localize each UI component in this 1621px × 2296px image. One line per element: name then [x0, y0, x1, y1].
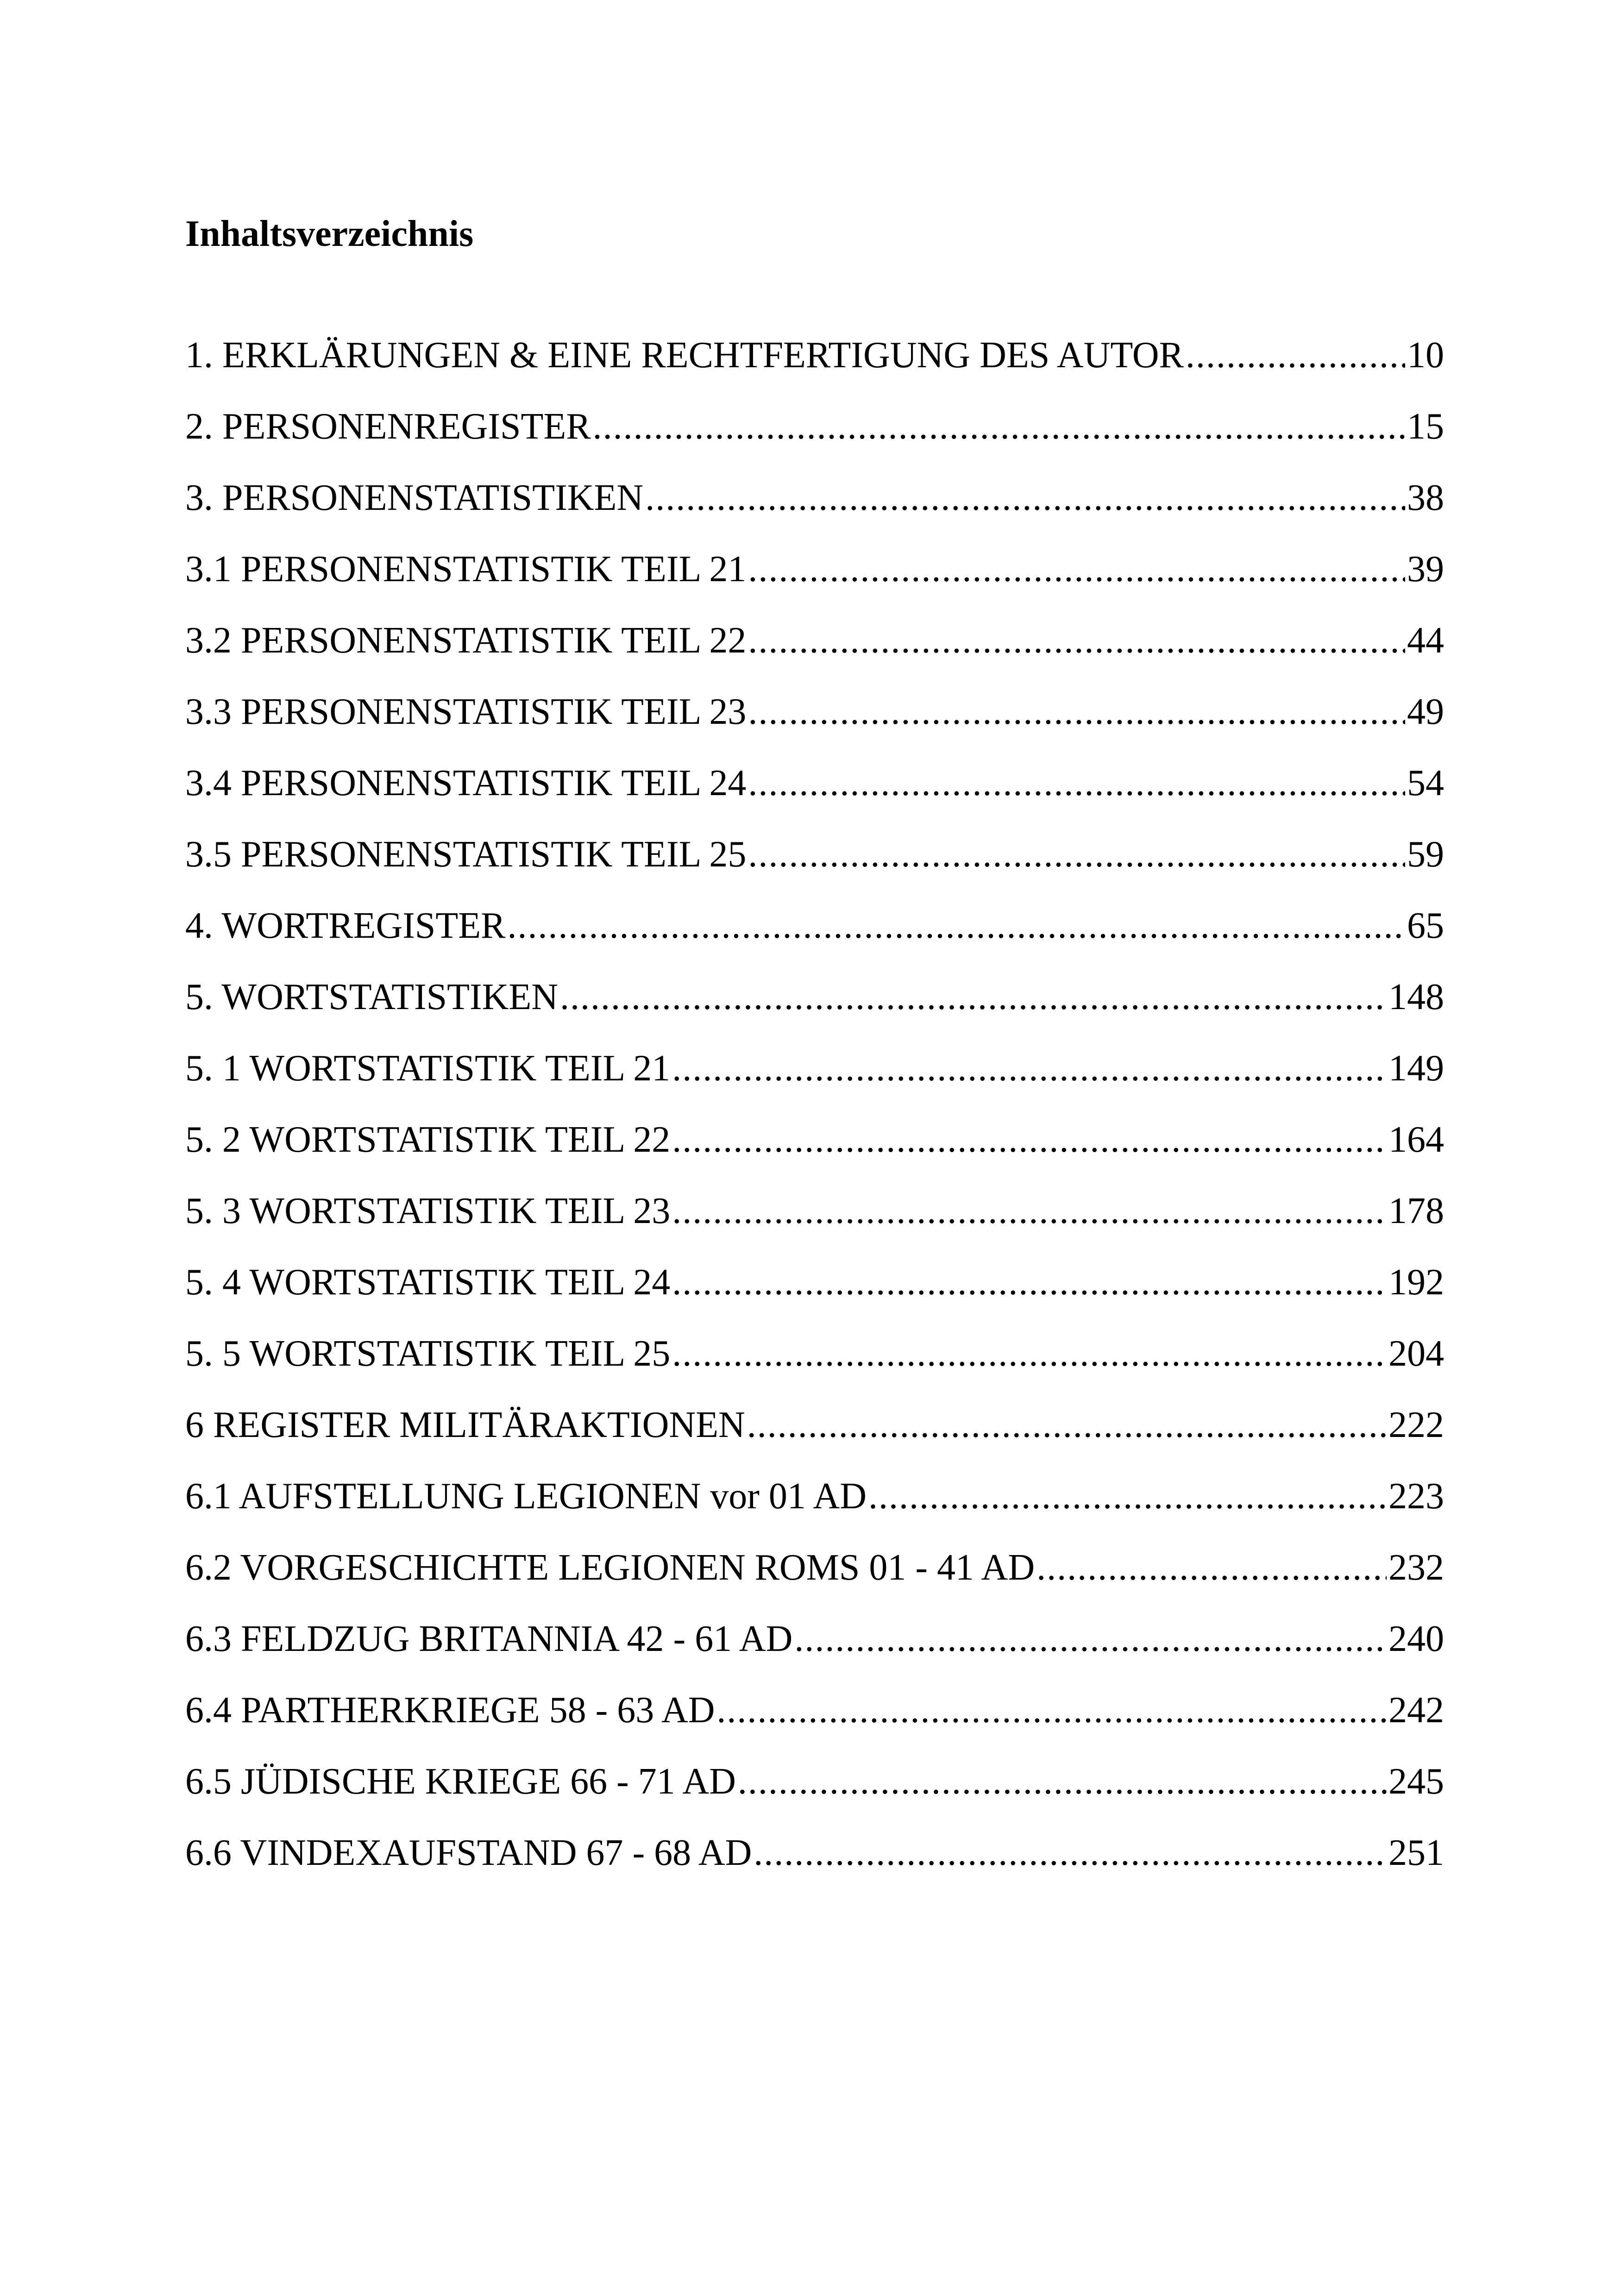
toc-entry-label: 2. PERSONENREGISTER: [185, 406, 591, 447]
toc-entry[interactable]: [185, 1613, 1444, 1664]
toc-entry-label: 1. ERKLÄRUNGEN & EINE RECHTFERTIGUNG DES AUTOR: [185, 335, 1184, 376]
toc-entry-page: 251: [1389, 1832, 1444, 1873]
toc-entry[interactable]: [185, 1756, 1444, 1807]
dot-leader: [868, 1471, 1387, 1522]
toc-entry-label: 5. 5 WORTSTATISTIK TEIL 25: [185, 1333, 671, 1374]
toc-entry-label: 3.2 PERSONENSTATISTIK TEIL 22: [185, 620, 747, 661]
toc-entry-page: 222: [1389, 1405, 1444, 1445]
toc-entry[interactable]: [185, 1114, 1444, 1165]
toc-entry-label: 3. PERSONENSTATISTIKEN: [185, 477, 644, 518]
toc-entry[interactable]: [185, 330, 1444, 381]
toc-entry[interactable]: [185, 1685, 1444, 1736]
toc-entry[interactable]: [185, 972, 1444, 1023]
toc-entry-label: 5. WORTSTATISTIKEN: [185, 977, 559, 1017]
toc-entry-page: 164: [1389, 1119, 1444, 1160]
dot-leader: [672, 1043, 1387, 1094]
toc-entry-page: 223: [1389, 1476, 1444, 1517]
toc-entry-page: 39: [1407, 549, 1444, 590]
toc-entry[interactable]: [185, 1471, 1444, 1522]
dot-leader: [738, 1756, 1387, 1807]
toc-entry[interactable]: [185, 1043, 1444, 1094]
toc-entry-label: 5. 4 WORTSTATISTIK TEIL 24: [185, 1262, 671, 1303]
dot-leader: [747, 1399, 1387, 1450]
dot-leader: [1037, 1542, 1387, 1593]
dot-leader: [672, 1186, 1387, 1236]
toc-entry-label: 6.2 VORGESCHICHTE LEGIONEN ROMS 01 - 41 AD: [185, 1547, 1035, 1588]
toc-entry-label: 3.5 PERSONENSTATISTIK TEIL 25: [185, 834, 747, 875]
toc-entry-page: 178: [1389, 1191, 1444, 1231]
dot-leader: [560, 972, 1387, 1023]
toc-entry-page: 15: [1407, 406, 1444, 447]
toc-entry-page: 149: [1389, 1048, 1444, 1089]
dot-leader: [794, 1613, 1387, 1664]
dot-leader: [593, 401, 1405, 452]
toc-entry-label: 3.1 PERSONENSTATISTIK TEIL 21: [185, 549, 747, 590]
dot-leader: [1186, 330, 1405, 381]
toc-entry-label: 5. 1 WORTSTATISTIK TEIL 21: [185, 1048, 671, 1089]
toc-entry-page: 44: [1407, 620, 1444, 661]
toc-entry-page: 148: [1389, 977, 1444, 1017]
toc-entry-label: 6.5 JÜDISCHE KRIEGE 66 - 71 AD: [185, 1761, 736, 1802]
toc-title: Inhaltsverzeichnis: [185, 213, 474, 254]
toc-entry[interactable]: [185, 1399, 1444, 1450]
toc-entry-label: 6.4 PARTHERKRIEGE 58 - 63 AD: [185, 1690, 715, 1731]
toc-entry-label: 5. 3 WORTSTATISTIK TEIL 23: [185, 1191, 671, 1231]
toc-entry[interactable]: [185, 1542, 1444, 1593]
toc-entry[interactable]: [185, 758, 1444, 809]
dot-leader: [645, 472, 1405, 523]
dot-leader: [672, 1328, 1387, 1379]
toc-entry-page: 204: [1389, 1333, 1444, 1374]
toc-entry-page: 240: [1389, 1618, 1444, 1659]
toc-entry[interactable]: [185, 1186, 1444, 1236]
toc-entry[interactable]: [185, 900, 1444, 951]
toc-entry-page: 245: [1389, 1761, 1444, 1802]
dot-leader: [748, 686, 1405, 737]
dot-leader: [507, 900, 1405, 951]
toc-entry-page: 59: [1407, 834, 1444, 875]
toc-entry[interactable]: [185, 544, 1444, 595]
toc-entry-page: 38: [1407, 477, 1444, 518]
toc-entry[interactable]: [185, 1257, 1444, 1308]
dot-leader: [672, 1114, 1387, 1165]
toc-entry-page: 65: [1407, 905, 1444, 946]
dot-leader: [748, 615, 1405, 666]
dot-leader: [754, 1827, 1387, 1878]
toc-entry-page: 192: [1389, 1262, 1444, 1303]
toc-entry-label: 4. WORTREGISTER: [185, 905, 506, 946]
toc-entry-page: 10: [1407, 335, 1444, 376]
toc-entry-label: 5. 2 WORTSTATISTIK TEIL 22: [185, 1119, 671, 1160]
toc-entry[interactable]: [185, 1827, 1444, 1878]
dot-leader: [672, 1257, 1387, 1308]
dot-leader: [716, 1685, 1387, 1736]
toc-entry-label: 3.3 PERSONENSTATISTIK TEIL 23: [185, 691, 747, 732]
toc-entry-page: 242: [1389, 1690, 1444, 1731]
toc-entry-label: 3.4 PERSONENSTATISTIK TEIL 24: [185, 763, 747, 803]
toc-entry[interactable]: [185, 829, 1444, 880]
toc-entry-label: 6.1 AUFSTELLUNG LEGIONEN vor 01 AD: [185, 1476, 867, 1517]
toc-entry-page: 49: [1407, 691, 1444, 732]
toc-entry[interactable]: [185, 1328, 1444, 1379]
toc-entry-label: 6 REGISTER MILITÄRAKTIONEN: [185, 1405, 745, 1445]
toc-entry-label: 6.6 VINDEXAUFSTAND 67 - 68 AD: [185, 1832, 752, 1873]
dot-leader: [748, 544, 1405, 595]
toc-entry-page: 232: [1389, 1547, 1444, 1588]
toc-entry[interactable]: [185, 401, 1444, 452]
toc-entry[interactable]: [185, 686, 1444, 737]
dot-leader: [748, 829, 1405, 880]
toc-entry-label: 6.3 FELDZUG BRITANNIA 42 - 61 AD: [185, 1618, 793, 1659]
dot-leader: [748, 758, 1405, 809]
toc-entry[interactable]: [185, 615, 1444, 666]
toc-entry[interactable]: [185, 472, 1444, 523]
toc-entry-page: 54: [1407, 763, 1444, 803]
